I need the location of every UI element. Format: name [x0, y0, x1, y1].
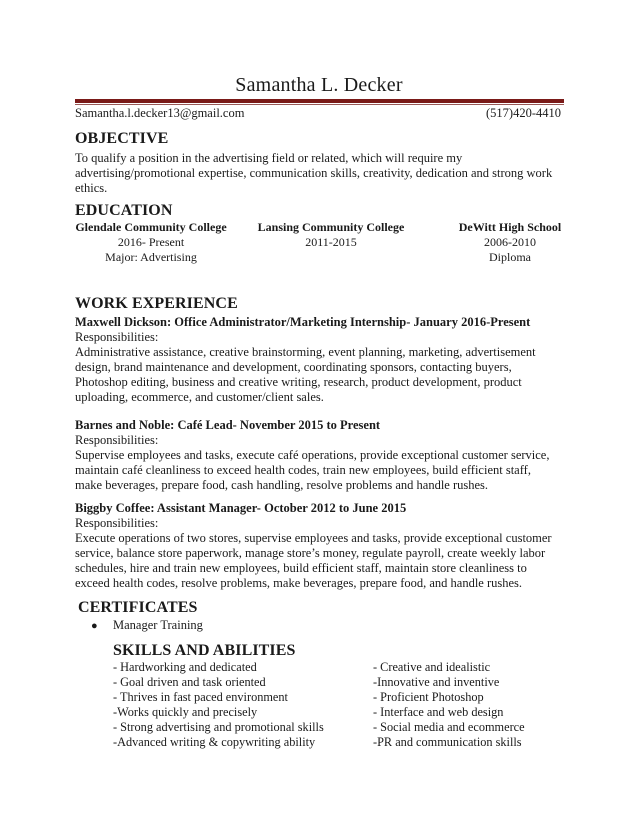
header-divider-thick	[75, 99, 564, 103]
skill-item: - Thrives in fast paced environment	[113, 690, 288, 704]
skill-item: -Innovative and inventive	[373, 675, 500, 689]
resume-name: Samantha L. Decker	[235, 74, 403, 96]
objective-line: advertising/promotional expertise, communication skills, creativity, dedication and strong work	[75, 166, 553, 180]
education-heading: EDUCATION	[75, 202, 173, 219]
objective-heading: OBJECTIVE	[75, 130, 169, 147]
skill-item: -Advanced writing & copywriting ability	[113, 735, 316, 749]
email-address: Samantha.l.decker13@gmail.com	[75, 106, 245, 120]
school-name: Glendale Community College	[75, 220, 227, 234]
job-title: Barnes and Noble: Café Lead- November 2015 to Present	[75, 418, 381, 432]
job-description-line: service, balance store paperwork, manage store’s money, regulate payroll, create weekly labor	[75, 546, 546, 560]
skill-item: - Hardworking and dedicated	[113, 660, 257, 674]
certificate-item: Manager Training	[113, 618, 203, 632]
job-title: Biggby Coffee: Assistant Manager- October 2012 to June 2015	[75, 501, 407, 515]
job-description-line: exceed health codes, resolve problems, make beverages, prepare food, and handle rushes.	[75, 576, 523, 590]
header-divider-thin	[75, 104, 564, 105]
objective-line: ethics.	[75, 181, 108, 195]
job-description-line: Supervise employees and tasks, execute café operations, provide exceptional customer service,	[75, 448, 550, 462]
skill-item: -PR and communication skills	[373, 735, 522, 749]
skill-item: - Proficient Photoshop	[373, 690, 484, 704]
work-experience-heading: WORK EXPERIENCE	[75, 295, 238, 312]
job-description-line: Execute operations of two stores, supervise employees and tasks, provide exceptional customer	[75, 531, 552, 545]
school-detail: Major: Advertising	[105, 250, 197, 264]
job-description-line: uploading, ecommerce, and customer/client sales.	[75, 390, 324, 404]
responsibilities-label: Responsibilities:	[75, 516, 159, 530]
job-title: Maxwell Dickson: Office Administrator/Marketing Internship- January 2016-Present	[75, 315, 531, 329]
school-name: DeWitt High School	[458, 220, 562, 234]
bullet-icon: ●	[91, 620, 98, 632]
job-description-line: Administrative assistance, creative brainstorming, event planning, marketing, advertisement	[75, 345, 536, 359]
job-description-line: maintain café cleanliness to exceed health codes, train new employees, build efficient staff,	[75, 463, 531, 477]
skill-item: - Creative and idealistic	[373, 660, 491, 674]
school-years: 2016- Present	[117, 235, 185, 249]
education-entry	[255, 220, 407, 250]
objective-line: To qualify a position in the advertising field or related, which will require my	[75, 151, 463, 165]
job-description-line: Photoshop editing, business and creative writing, research, product development, product	[75, 375, 522, 389]
certificates-heading: CERTIFICATES	[78, 599, 198, 616]
skill-item: -Works quickly and precisely	[113, 705, 258, 719]
education-entry	[448, 220, 572, 265]
responsibilities-label: Responsibilities:	[75, 433, 159, 447]
skill-item: - Interface and web design	[373, 705, 504, 719]
school-years: 2006-2010	[484, 235, 536, 249]
school-name: Lansing Community College	[257, 220, 405, 234]
phone-number: (517)420-4410	[486, 106, 561, 120]
job-description-line: schedules, hire and train new employees, build efficient staff, maintain store cleanliness to	[75, 561, 527, 575]
job-description-line: design, brand maintenance and development, coordinating sponsors, contacting buyers,	[75, 360, 512, 374]
education-entry	[75, 220, 227, 265]
skill-item: - Social media and ecommerce	[373, 720, 525, 734]
skills-heading: SKILLS AND ABILITIES	[113, 642, 296, 659]
skill-item: - Strong advertising and promotional skills	[113, 720, 324, 734]
school-years: 2011-2015	[305, 235, 357, 249]
school-detail: Diploma	[489, 250, 531, 264]
responsibilities-label: Responsibilities:	[75, 330, 159, 344]
skill-item: - Goal driven and task oriented	[113, 675, 266, 689]
job-description-line: make beverages, prepare food, cash handling, resolve problems and handle rushes.	[75, 478, 489, 492]
